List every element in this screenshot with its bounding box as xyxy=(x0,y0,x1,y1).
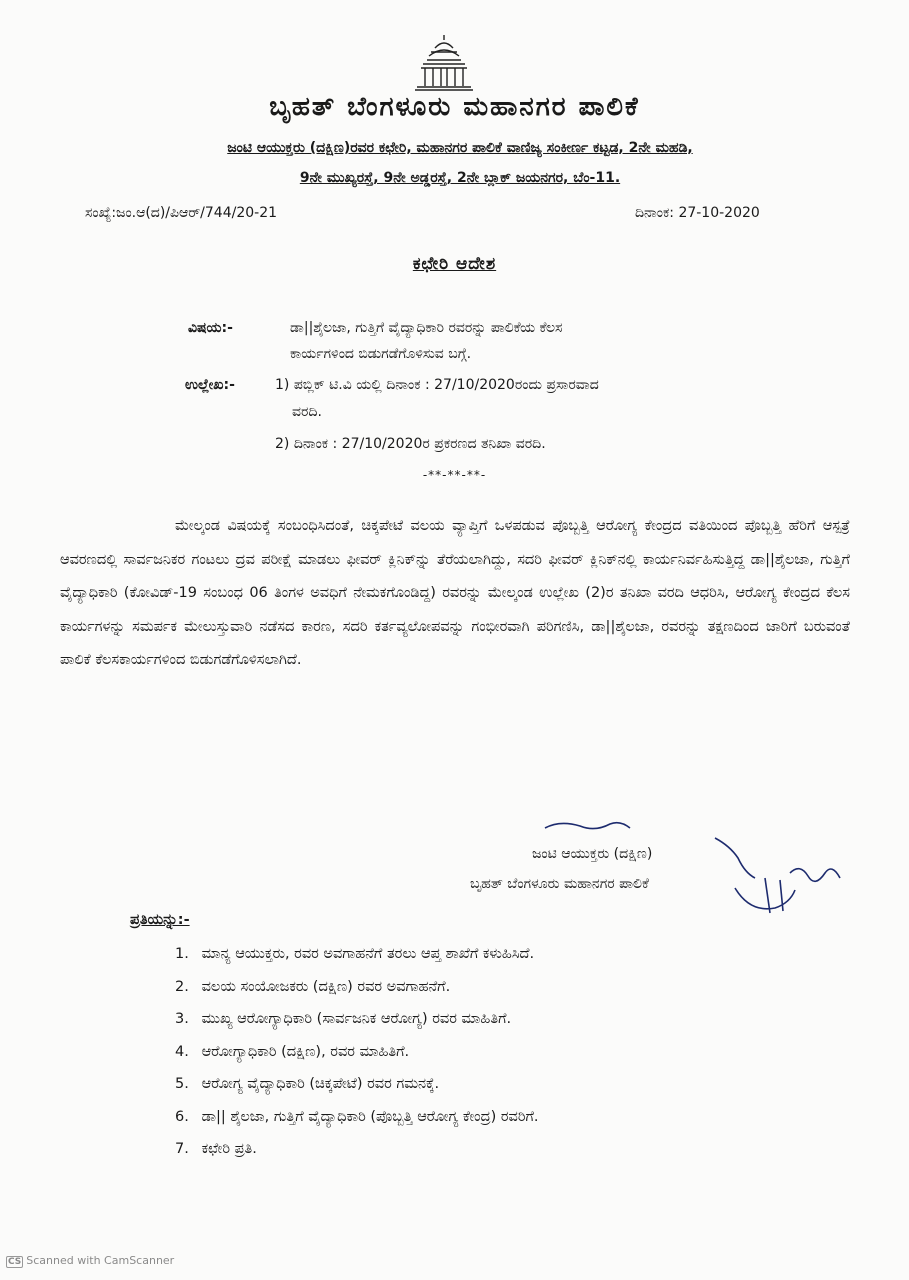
copy-item-text: ಮುಖ್ಯ ಆರೋಗ್ಯಾಧಿಕಾರಿ (ಸಾರ್ವಜನಿಕ ಆರೋಗ್ಯ) ರವರ ಮಾಹಿತಿಗೆ. xyxy=(201,1011,512,1027)
copy-item-text: ಆರೋಗ್ಯ ವೈದ್ಯಾಧಿಕಾರಿ (ಚಿಕ್ಕಪೇಟೆ) ರವರ ಗಮನಕ್ಕೆ. xyxy=(201,1076,440,1092)
scanner-watermark-text: Scanned with CamScanner xyxy=(26,1254,175,1267)
office-address-line-1: ಜಂಟಿ ಆಯುಕ್ತರು (ದಕ್ಷಿಣ)ರವರ ಕಛೇರಿ, ಮಹಾನಗರ ಪಾಲಿಕೆ ವಾಣಿಜ್ಯ ಸಂಕೀರ್ಣ ಕಟ್ಟಡ, 2ನೇ ಮಹಡಿ, xyxy=(227,140,693,156)
copy-item-text: ವಲಯ ಸಂಯೋಜಕರು (ದಕ್ಷಿಣ) ರವರ ಅವಗಾಹನೆಗೆ. xyxy=(201,978,451,995)
bbmp-emblem-icon xyxy=(411,32,477,92)
order-date: ದಿನಾಂಕ: 27-10-2020 xyxy=(635,205,760,221)
reference-2: 2) ದಿನಾಂಕ : 27/10/2020ರ ಪ್ರಕರಣದ ತನಿಖಾ ವರದಿ. xyxy=(275,436,546,452)
copy-item-number: 6. xyxy=(175,1108,189,1125)
copies-list xyxy=(175,938,539,1166)
section-separator: -**-**-**- xyxy=(422,468,487,482)
copy-item-text: ಆರೋಗ್ಯಾಧಿಕಾರಿ (ದಕ್ಷಿಣ), ರವರ ಮಾಹಿತಿಗೆ. xyxy=(201,1043,410,1060)
copy-item xyxy=(175,938,539,971)
copy-item-number: 3. xyxy=(175,1011,189,1027)
reference-number: ಸಂಖ್ಯೆ:ಜಂ.ಆ(ದ)/ಪಿಆರ್/744/20-21 xyxy=(85,205,278,221)
copy-item-text: ಡಾ|| ಶೈಲಜಾ, ಗುತ್ತಿಗೆ ವೈದ್ಯಾಧಿಕಾರಿ (ಪೊಬ್ಬತ್ತಿ ಆರೋಗ್ಯ ಕೇಂದ್ರ) ರವರಿಗೆ. xyxy=(201,1108,539,1125)
signatory-organisation: ಬೃಹತ್ ಬೆಂಗಳೂರು ಮಹಾನಗರ ಪಾಲಿಕೆ xyxy=(470,876,649,892)
copy-item xyxy=(175,1003,539,1036)
reference-1-line-1: 1) ಪಬ್ಲಿಕ್ ಟಿ.ವಿ ಯಲ್ಲಿ ದಿನಾಂಕ : 27/10/2020ರಂದು ಪ್ರಸಾರವಾದ xyxy=(275,377,599,393)
copy-item xyxy=(175,1133,539,1166)
copy-item-number: 5. xyxy=(175,1076,189,1092)
reference-1-line-2: ವರದಿ. xyxy=(292,404,322,420)
copy-item-number: 1. xyxy=(175,946,189,962)
copies-heading: ಪ್ರತಿಯನ್ನು:- xyxy=(130,912,190,928)
copy-item xyxy=(175,1101,539,1134)
order-body-paragraph: ಮೇಲ್ಕಂಡ ವಿಷಯಕ್ಕೆ ಸಂಬಂಧಿಸಿದಂತೆ, ಚಿಕ್ಕಪೇಟೆ ವಲಯ ವ್ಯಾಪ್ತಿಗೆ ಒಳಪಡುವ ಪೊಬ್ಬತ್ತಿ ಆರೋಗ್ಯ ಕೇಂದ್ರದ ವತಿಯಿಂದ ಪೊಬ್ಬತ್ತಿ ಹೆರಿಗೆ ಆಸ್ಪತ್ರೆ ಆವರಣದಲ್ಲಿ ಸಾರ್ವಜನಿಕರ ಗಂಟಲು ದ್ರವ ಪರೀಕ್ಷೆ ಮಾಡಲು ಫೀವರ್ ಕ್ಲಿನಿಕ್‌ನ್ನು ತೆರೆಯಲಾಗಿದ್ದು, ಸದರಿ ಫೀವರ್ ಕ್ಲಿನಿಕ್‌ನಲ್ಲಿ ಕಾರ್ಯನಿರ್ವಹಿಸುತ್ತಿದ್ದ ಡಾ||ಶೈಲಜಾ, ಗುತ್ತಿಗೆ ವೈದ್ಯಾಧಿಕಾರಿ (ಕೋವಿಡ್-19 ಸಂಬಂಧ 06 ತಿಂಗಳ ಅವಧಿಗೆ ನೇಮಕಗೊಂಡಿದ್ದ) ರವರನ್ನು ಮೇಲ್ಕಂಡ ಉಲ್ಲೇಖ (2)ರ ತನಿಖಾ ವರದಿ ಆಧರಿಸಿ, ಆರೋಗ್ಯ ಕೇಂದ್ರದ ಕೆಲಸ ಕಾರ್ಯಗಳನ್ನು ಸಮರ್ಪಕ ಮೇಲುಸ್ತುವಾರಿ ನಡೆಸದ ಕಾರಣ, ಸದರಿ ಕರ್ತವ್ಯಲೋಪವನ್ನು ಗಂಭೀರವಾಗಿ ಪರಿಗಣಿಸಿ, ಡಾ||ಶೈಲಜಾ, ರವರನ್ನು ತಕ್ಷಣದಿಂದ ಜಾರಿಗೆ ಬರುವಂತೆ ಪಾಲಿಕೆ ಕೆಲಸಕಾರ್ಯಗಳಿಂದ ಬಿಡುಗಡೆಗೊಳಿಸಲಾಗಿದೆ. xyxy=(60,518,850,668)
copy-item-text: ಮಾನ್ಯ ಆಯುಕ್ತರು, ರವರ ಅವಗಾಹನೆಗೆ ತರಲು ಆಪ್ತ ಶಾಖೆಗೆ ಕಳುಹಿಸಿದೆ. xyxy=(201,946,535,962)
copy-item xyxy=(175,1036,539,1069)
camscanner-logo-icon: CS xyxy=(8,1257,22,1267)
signature-scribble-icon xyxy=(540,818,850,928)
copy-item-number: 7. xyxy=(175,1141,189,1157)
organisation-title: ಬೃಹತ್ ಬೆಂಗಳೂರು ಮಹಾನಗರ ಪಾಲಿಕೆ xyxy=(269,92,640,122)
copy-item-text: ಕಛೇರಿ ಪ್ರತಿ. xyxy=(201,1141,257,1157)
copy-item-number: 4. xyxy=(175,1043,189,1060)
office-address-line-2: 9ನೇ ಮುಖ್ಯರಸ್ತೆ, 9ನೇ ಅಡ್ಡರಸ್ತೆ, 2ನೇ ಬ್ಲಾಕ್ ಜಯನಗರ, ಬೆಂ-11. xyxy=(299,170,621,186)
signatory-designation: ಜಂಟಿ ಆಯುಕ್ತರು (ದಕ್ಷಿಣ) xyxy=(532,846,653,862)
order-heading: ಕಛೇರಿ ಆದೇಶ xyxy=(412,254,497,274)
subject-line-2: ಕಾರ್ಯಗಳಿಂದ ಬಿಡುಗಡೆಗೊಳಿಸುವ ಬಗ್ಗೆ. xyxy=(290,346,472,362)
subject-label: ವಿಷಯ:- xyxy=(188,320,233,336)
subject-line-1: ಡಾ||ಶೈಲಜಾ, ಗುತ್ತಿಗೆ ವೈದ್ಯಾಧಿಕಾರಿ ರವರನ್ನು ಪಾಲಿಕೆಯ ಕೆಲಸ xyxy=(290,320,563,336)
copy-item-number: 2. xyxy=(175,978,189,995)
copy-item xyxy=(175,971,539,1004)
references-label: ಉಲ್ಲೇಖ:- xyxy=(185,377,235,393)
scanner-watermark xyxy=(6,1254,174,1268)
copy-item xyxy=(175,1068,539,1101)
